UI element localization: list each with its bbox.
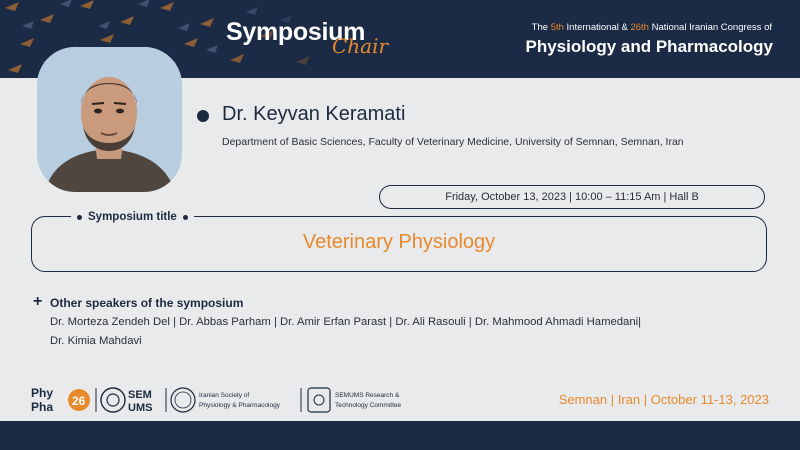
other-speakers-line-2: Dr. Kimia Mahdavi	[50, 335, 142, 347]
svg-text:SEMUMS Research &: SEMUMS Research &	[335, 392, 400, 399]
label-dot-left	[77, 215, 82, 220]
svg-text:Iranian Society of: Iranian Society of	[199, 392, 250, 399]
congress-subtitle: The 5th International & 26th National Iranian Congress of	[531, 22, 772, 33]
phypha-logo	[31, 386, 90, 414]
svg-text:SEM: SEM	[128, 389, 152, 401]
symposium-title: Veterinary Physiology	[302, 231, 496, 253]
semums-research-logo	[308, 388, 401, 412]
svg-text:Phy: Phy	[31, 386, 54, 400]
event-location-date: Semnan | Iran | October 11-13, 2023	[558, 392, 769, 407]
svg-text:Physiology & Pharmacology: Physiology & Pharmacology	[199, 402, 280, 409]
symposium-title-label: Symposium title	[88, 211, 177, 223]
symposium-title-label-wrap	[71, 209, 194, 225]
semums-logo	[101, 388, 152, 414]
label-dot-right	[183, 215, 188, 220]
speaker-photo	[37, 47, 182, 192]
svg-text:Pha: Pha	[31, 400, 54, 414]
chair-word: Chair	[332, 34, 389, 58]
sponsor-logos	[31, 384, 471, 416]
svg-text:26: 26	[72, 394, 86, 408]
other-speakers-label: Other speakers of the symposium	[50, 296, 244, 310]
speaker-department: Department of Basic Sciences, Faculty of Veterinary Medicine, University of Semnan, Semnan, Iran	[222, 136, 684, 148]
plus-icon: +	[33, 293, 43, 310]
footer-bar	[0, 421, 800, 450]
speaker-portrait-illustration	[37, 47, 182, 192]
symposium-word: Symposium	[226, 18, 365, 46]
svg-text:UMS: UMS	[128, 402, 153, 414]
isopp-logo	[171, 388, 281, 412]
congress-title: Physiology and Pharmacology	[525, 37, 773, 56]
speaker-bullet	[197, 110, 209, 122]
session-datetime: Friday, October 13, 2023 | 10:00 – 11:15 Am | Hall B	[379, 185, 765, 209]
svg-text:Technology Committee: Technology Committee	[335, 402, 402, 409]
speaker-name: Dr. Keyvan Keramati	[222, 103, 406, 125]
other-speakers-line-1: Dr. Morteza Zendeh Del | Dr. Abbas Parham | Dr. Amir Erfan Parast | Dr. Ali Rasouli | Dr. Mahmood Ahmadi Hamedani|	[50, 316, 642, 328]
